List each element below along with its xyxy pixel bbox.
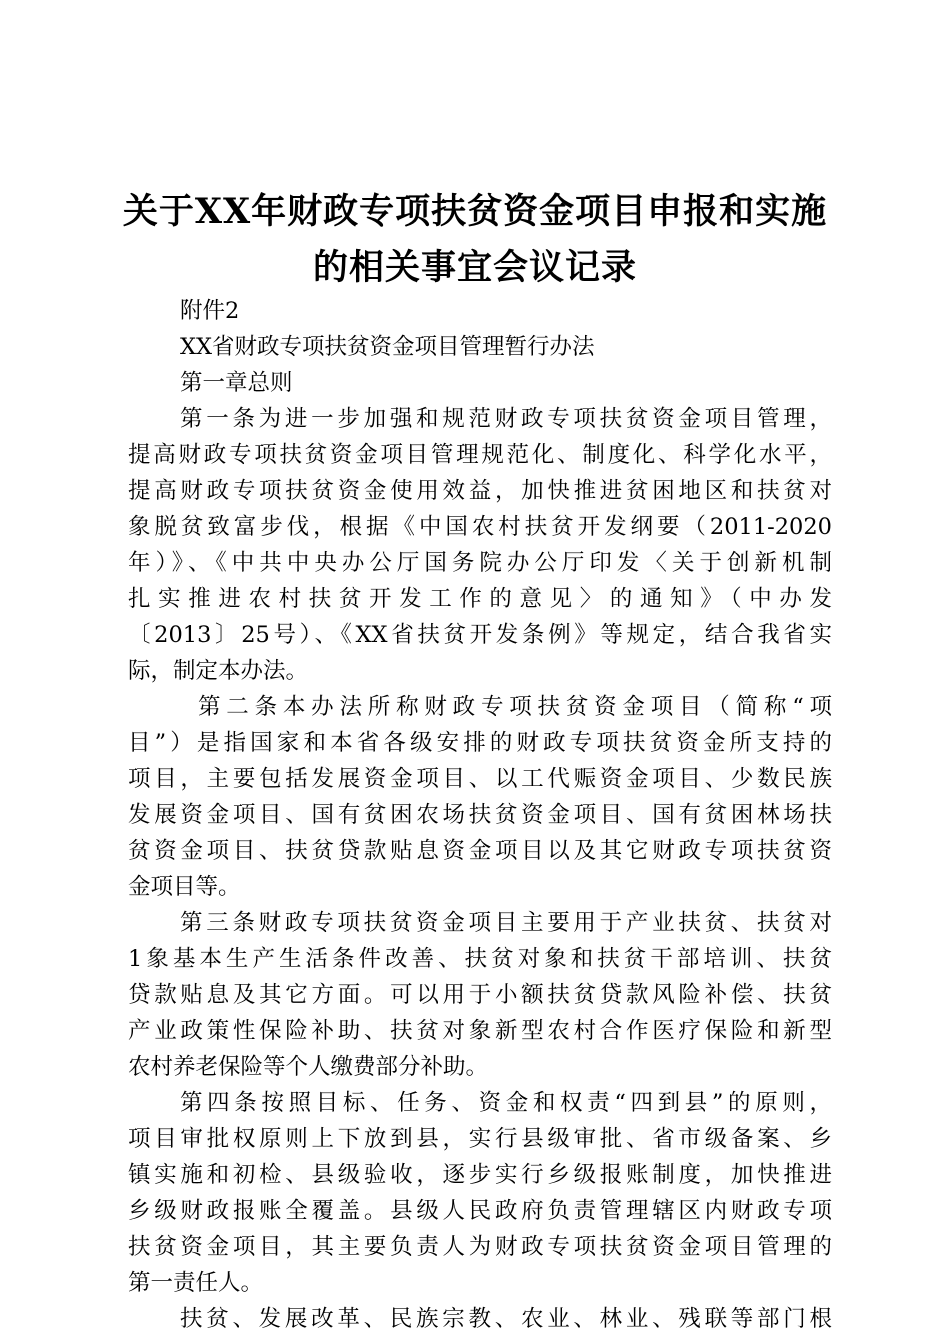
paragraph-line: 象脱贫致富步伐，根据《中国农村扶贫开发纲要（2011-2020 <box>128 514 832 540</box>
paragraph-line: 提高财政专项扶贫资金使用效益，加快推进贫困地区和扶贫对 <box>128 478 832 504</box>
paragraph-line: 贫资金项目、扶贫贷款贴息资金项目以及其它财政专项扶贫资 <box>128 838 832 864</box>
paragraph-line: 镇实施和初检、县级验收，逐步实行乡级报账制度，加快推进 <box>128 1162 832 1188</box>
paragraph-line: 产业政策性保险补助、扶贫对象新型农村合作医疗保险和新型 <box>128 1018 832 1044</box>
paragraph-line: 提高财政专项扶贫资金项目管理规范化、制度化、科学化水平， <box>128 442 832 468</box>
paragraph-line: 目”）是指国家和本省各级安排的财政专项扶贫资金所支持的 <box>128 730 832 756</box>
paragraph-line: 金项目等。 <box>128 874 241 900</box>
paragraph-line: 扶贫、发展改革、民族宗教、农业、林业、残联等部门根 <box>180 1306 832 1332</box>
paragraph-line: 项目审批权原则上下放到县，实行县级审批、省市级备案、乡 <box>128 1126 832 1152</box>
document-title-line-2: 的相关事宜会议记录 <box>312 247 637 288</box>
paragraph-line: 扶贫资金项目，其主要负责人为财政专项扶贫资金项目管理的 <box>128 1234 832 1260</box>
paragraph-line: 年）》、《中共中央办公厅国务院办公厅印发〈关于创新机制 <box>128 550 832 576</box>
paragraph-line: 农村养老保险等个人缴费部分补助。 <box>128 1054 489 1080</box>
paragraph-line: 1象基本生产生活条件改善、扶贫对象和扶贫干部培训、扶贫 <box>128 946 832 972</box>
paragraph-line: 第一条为进一步加强和规范财政专项扶贫资金项目管理， <box>180 406 832 432</box>
paragraph-line: 际，制定本办法。 <box>128 658 309 684</box>
paragraph-line: 贷款贴息及其它方面。可以用于小额扶贫贷款风险补偿、扶贫 <box>128 982 832 1008</box>
paragraph-line: 第一责任人。 <box>128 1270 264 1296</box>
paragraph-line: 第四条按照目标、任务、资金和权责“四到县”的原则， <box>180 1090 832 1116</box>
paragraph-line: 发展资金项目、国有贫困农场扶贫资金项目、国有贫困林场扶 <box>128 802 832 828</box>
regulation-title: XX省财政专项扶贫资金项目管理暂行办法 <box>180 334 595 360</box>
paragraph-line: 项目，主要包括发展资金项目、以工代赈资金项目、少数民族 <box>128 766 832 792</box>
document-body <box>128 293 832 1337</box>
paragraph-line: 扎实推进农村扶贫开发工作的意见〉的通知》（中办发 <box>128 586 832 612</box>
chapter-heading: 第一章总则 <box>180 370 293 396</box>
paragraph-line: 乡级财政报账全覆盖。县级人民政府负责管理辖区内财政专项 <box>128 1198 832 1224</box>
document-title-line-1: 关于XX年财政专项扶贫资金项目申报和实施 <box>122 191 828 232</box>
attachment-label: 附件2 <box>180 298 240 324</box>
paragraph-line: 第二条本办法所称财政专项扶贫资金项目（简称“项 <box>198 694 832 720</box>
paragraph-line: 〔2013〕25号）、《XX省扶贫开发条例》等规定，结合我省实 <box>128 622 832 648</box>
paragraph-line: 第三条财政专项扶贫资金项目主要用于产业扶贫、扶贫对 <box>180 910 832 936</box>
